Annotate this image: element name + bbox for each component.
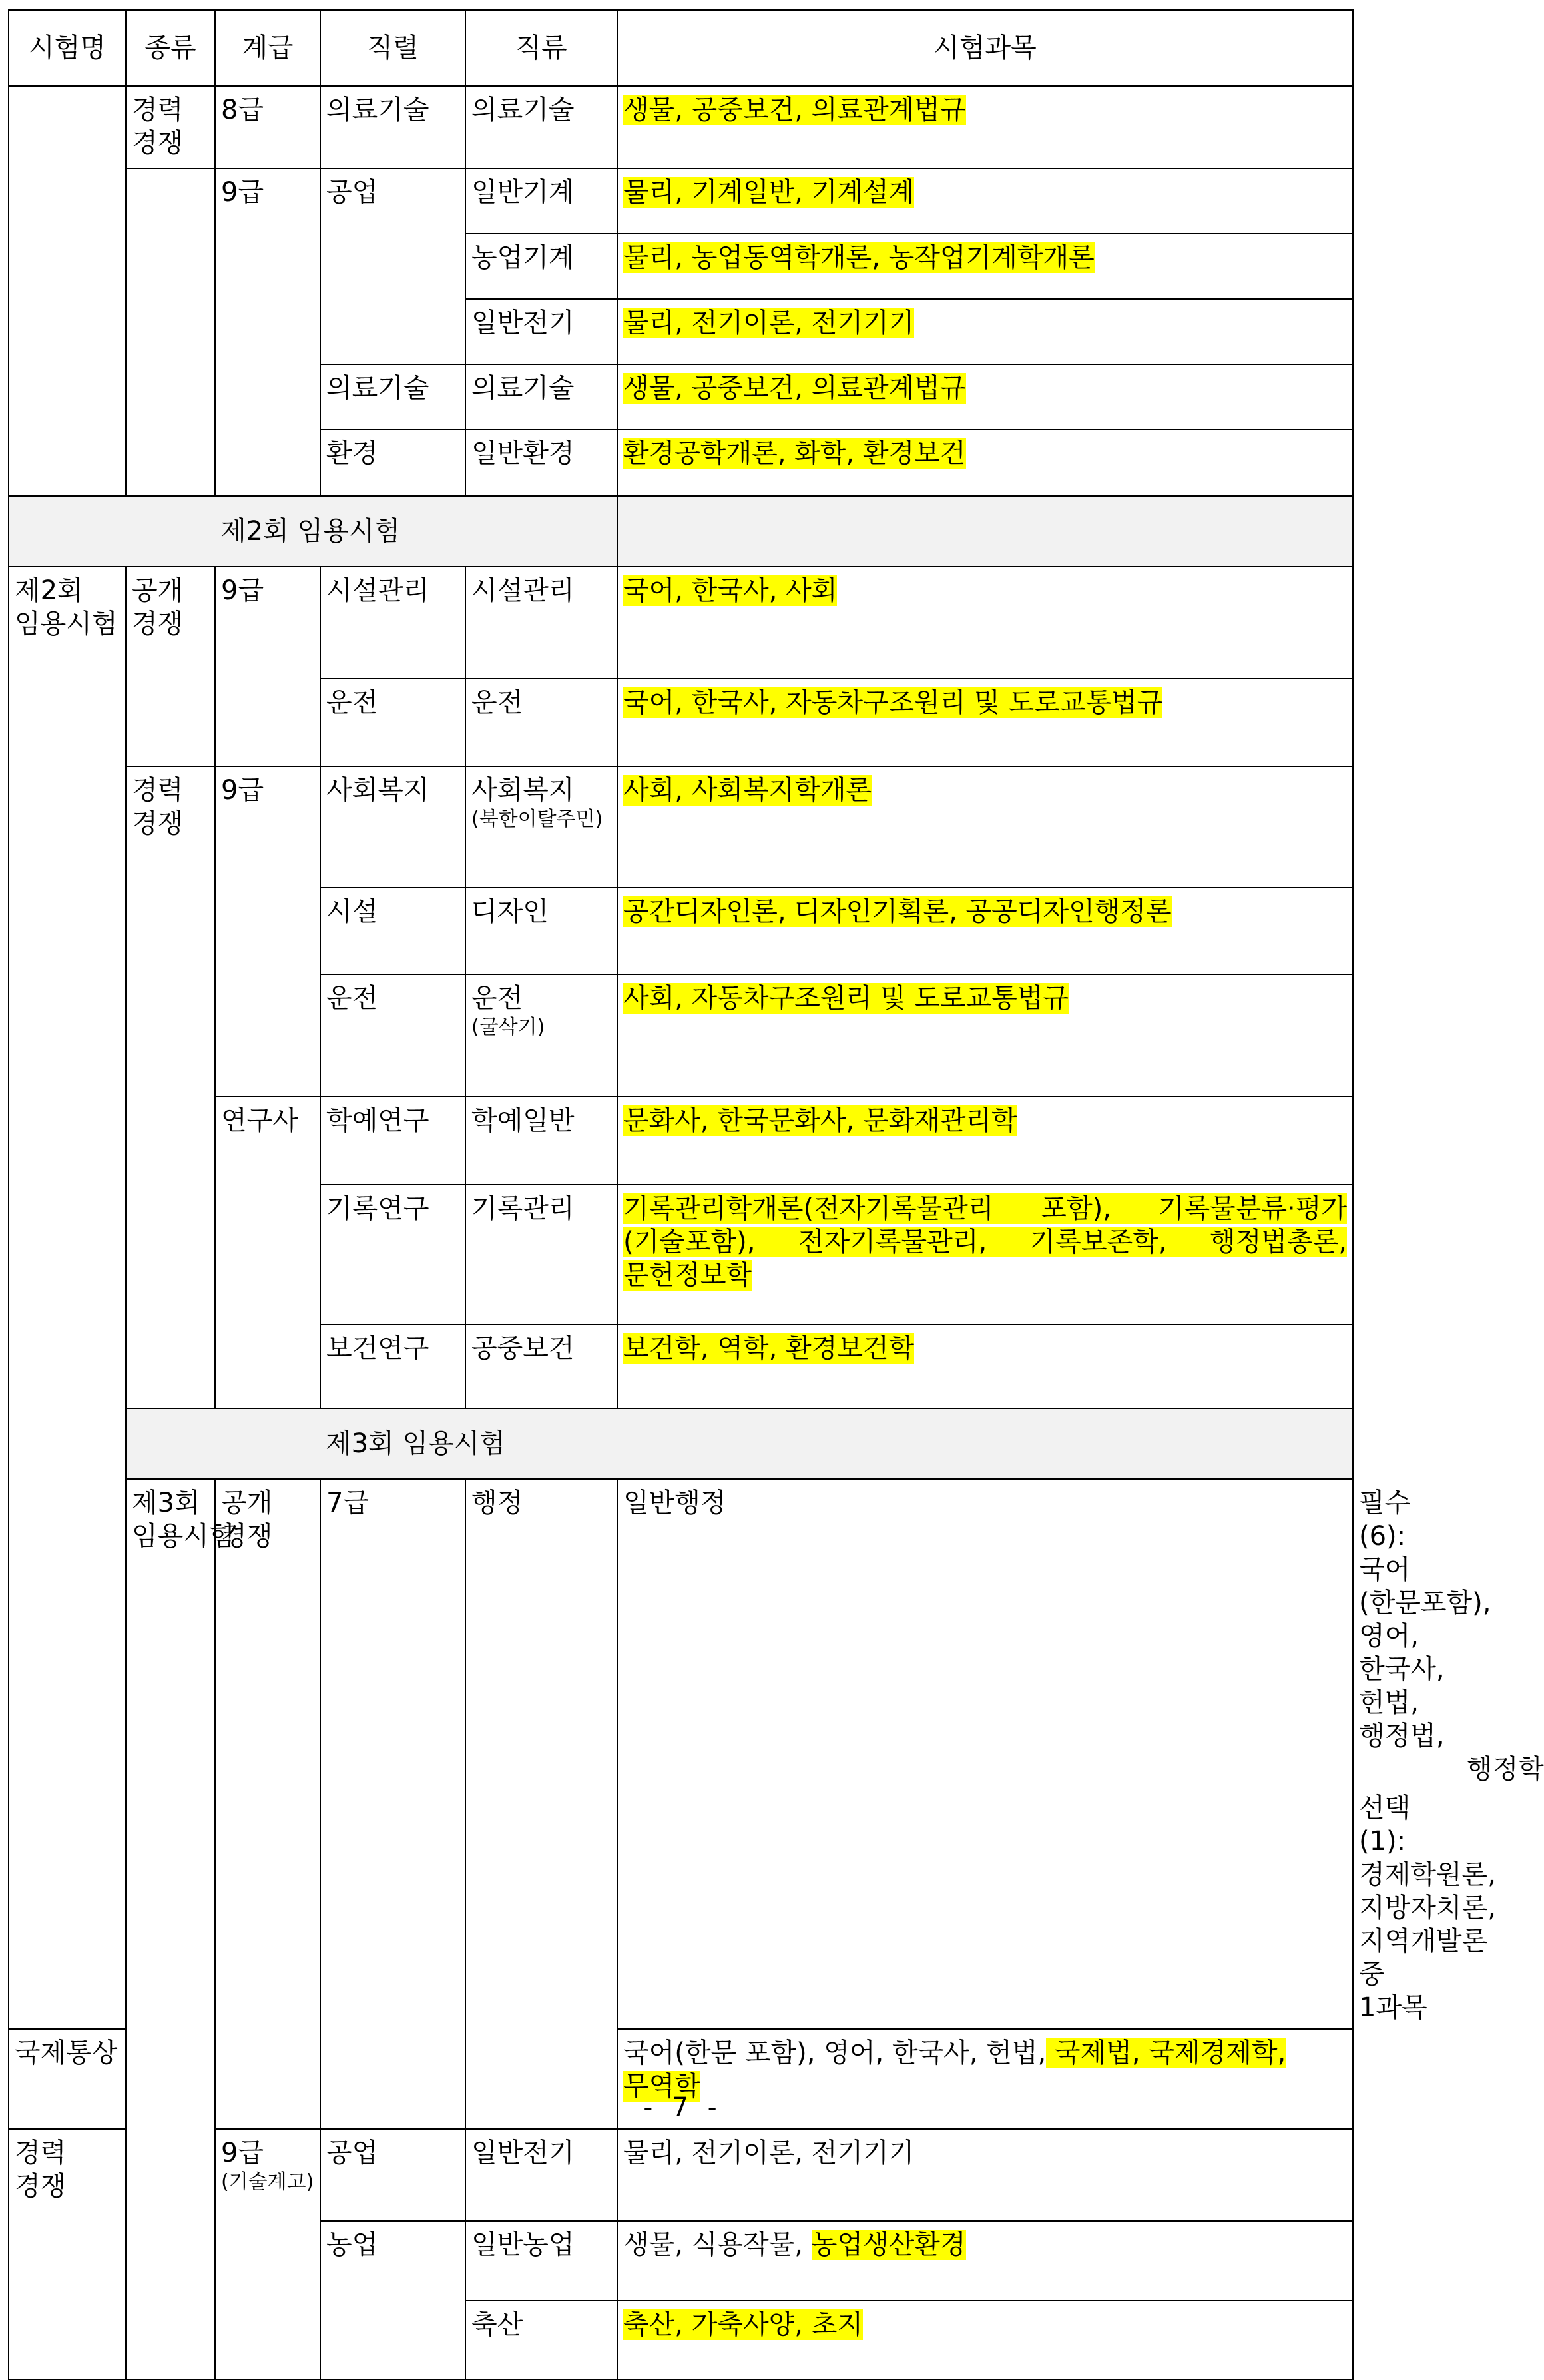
- optional-text: 경제학원론, 지방자치론, 지역개발론 중 1과목: [1359, 1859, 1496, 2023]
- class-cell: 시설관리: [465, 567, 617, 679]
- class-note: (굴삭기): [471, 1016, 545, 1039]
- class-cell: 일반전기: [465, 299, 617, 364]
- subjects-highlight: 농업생산환경: [811, 2230, 966, 2260]
- table-row: [9, 86, 1353, 168]
- grade-cell: 9급: [215, 766, 320, 1097]
- series-cell: 공업: [320, 168, 465, 364]
- subjects-text: 국어, 한국사, 자동차구조원리 및 도로교통법규: [623, 687, 1163, 718]
- subjects-text: 문화사, 한국문화사, 문화재관리학: [623, 1105, 1017, 1136]
- class-cell: [465, 766, 617, 888]
- type-cell: 경력 경쟁: [126, 86, 215, 168]
- class-cell: 일반행정: [617, 1479, 1353, 2029]
- type-cell: 공개 경쟁: [215, 1479, 320, 2129]
- section-title: 제2회 임용시험: [215, 496, 617, 567]
- subjects-cell: [617, 168, 1353, 234]
- section-header-row: [9, 496, 1353, 567]
- class-cell: 일반환경: [465, 430, 617, 496]
- class-cell: 공중보건: [465, 1325, 617, 1408]
- type-cell: [126, 168, 215, 496]
- section-spacer: [9, 496, 215, 567]
- subjects-text: 사회, 자동차구조원리 및 도로교통법규: [623, 983, 1069, 1014]
- grade-cell: 연구사: [215, 1097, 320, 1408]
- exam-name-cell: 제2회 임용시험: [9, 567, 126, 2029]
- class-cell: 국제통상: [9, 2029, 126, 2129]
- subjects-text: 사회, 사회복지학개론: [623, 775, 872, 806]
- class-cell: 의료기술: [465, 86, 617, 168]
- subjects-text: 생물, 공중보건, 의료관계법규: [623, 95, 966, 125]
- exam-subject-table: [8, 9, 1544, 2380]
- subjects-text: 기록관리학개론(전자기록물관리 포함), 기록물분류·평가(기술포함), 전자기록물관리, 기록보존학, 행정법총론, 문헌정보학: [623, 1193, 1347, 1291]
- series-cell: 운전: [320, 974, 465, 1097]
- optional-label: 선택(1):: [1359, 1793, 1411, 1857]
- subjects-cell: [617, 364, 1353, 430]
- subjects-cell: [617, 766, 1353, 888]
- grade-cell: 8급: [215, 86, 320, 168]
- page-number: - 7 -: [640, 2092, 720, 2123]
- series-cell: 보건연구: [320, 1325, 465, 1408]
- header-exam-name: 시험명: [9, 10, 126, 86]
- table-row: [9, 168, 1353, 234]
- subjects-cell: [617, 234, 1353, 299]
- subjects-text: 물리, 전기이론, 전기기기: [623, 308, 915, 338]
- subjects-cell: [617, 1325, 1353, 1408]
- series-cell: 환경: [320, 430, 465, 496]
- subjects-text: 환경공학개론, 화학, 환경보건: [623, 438, 966, 469]
- section-blank: [617, 496, 1353, 567]
- subjects-text: 생물, 식용작물,: [623, 2230, 812, 2260]
- section-title: 제3회 임용시험: [320, 1408, 1353, 1479]
- class-cell: 운전: [465, 679, 617, 766]
- series-cell: 행정: [465, 1479, 617, 2129]
- series-cell: 학예연구: [320, 1097, 465, 1185]
- subjects-text: 공간디자인론, 디자인기획론, 공공디자인행정론: [623, 896, 1172, 927]
- table-row: [9, 1479, 1353, 2029]
- subjects-text: 물리, 기계일반, 기계설계: [623, 177, 915, 208]
- series-cell: 의료기술: [320, 364, 465, 430]
- required-line2: 행정학: [1467, 1754, 1544, 1785]
- class-cell: 디자인: [465, 888, 617, 974]
- class-text: 사회복지: [471, 775, 575, 806]
- subjects-text: 물리, 전기이론, 전기기기: [623, 2138, 915, 2168]
- subjects-cell: [617, 2221, 1353, 2301]
- subjects-cell: [617, 86, 1353, 168]
- subjects-cell: [617, 299, 1353, 364]
- series-cell: 기록연구: [320, 1185, 465, 1325]
- class-cell: 기록관리: [465, 1185, 617, 1325]
- class-cell: 농업기계: [465, 234, 617, 299]
- subjects-cell: [617, 430, 1353, 496]
- series-cell: 시설관리: [320, 567, 465, 679]
- header-series: 직렬: [320, 10, 465, 86]
- subjects-cell: [617, 1185, 1353, 1325]
- section-header-row: [9, 1408, 1353, 1479]
- subjects-text: 생물, 공중보건, 의료관계법규: [623, 373, 966, 404]
- grade-text: 9급: [221, 2138, 264, 2168]
- class-text: 운전: [471, 983, 523, 1014]
- subjects-text: 물리, 농업동역학개론, 농작업기계학개론: [623, 242, 1095, 273]
- grade-cell: 9급: [215, 168, 320, 496]
- subjects-cell: [617, 2129, 1353, 2221]
- subjects-highlight: 국제법, 국제경제학, 무역학: [623, 2038, 1286, 2102]
- class-cell: 일반농업: [465, 2221, 617, 2301]
- series-cell: 의료기술: [320, 86, 465, 168]
- table-row: [9, 766, 1353, 888]
- subjects-cell: [617, 1097, 1353, 1185]
- required-label: 필수(6):: [1359, 1488, 1411, 1552]
- subjects-text: 축산, 가축사양, 초지: [623, 2309, 863, 2340]
- class-cell: 축산: [465, 2301, 617, 2379]
- subjects-text: 국어, 한국사, 사회: [623, 575, 838, 606]
- class-cell: 의료기술: [465, 364, 617, 430]
- type-cell: 경력 경쟁: [9, 2129, 126, 2379]
- header-subjects: 시험과목: [617, 10, 1353, 86]
- required-line1: 국어(한문포함), 영어, 한국사, 헌법, 행정법,: [1359, 1554, 1491, 1751]
- series-cell: 공업: [320, 2129, 465, 2221]
- grade-cell: [215, 2129, 320, 2379]
- series-cell: 운전: [320, 679, 465, 766]
- subjects-cell: [617, 974, 1353, 1097]
- series-cell: 시설: [320, 888, 465, 974]
- table-row: [9, 567, 1353, 679]
- table-header: [9, 10, 1353, 86]
- exam-name-cell: [9, 86, 126, 496]
- class-note: (북한이탈주민): [471, 808, 603, 831]
- grade-cell: 7급: [320, 1479, 465, 2129]
- subjects-text: 국어(한문 포함), 영어, 한국사, 헌법,: [623, 2038, 1047, 2068]
- series-cell: 사회복지: [320, 766, 465, 888]
- class-cell: 일반전기: [465, 2129, 617, 2221]
- subjects-cell: [617, 2301, 1353, 2379]
- exam-name-cell: 제3회 임용시험: [126, 1479, 215, 2379]
- class-cell: 일반기계: [465, 168, 617, 234]
- subjects-cell: [617, 888, 1353, 974]
- class-cell: [465, 974, 617, 1097]
- subjects-cell: [617, 679, 1353, 766]
- section-spacer: [126, 1408, 320, 1479]
- type-cell: 공개 경쟁: [126, 567, 215, 766]
- header-class: 직류: [465, 10, 617, 86]
- grade-cell: 9급: [215, 567, 320, 766]
- subjects-cell: [617, 567, 1353, 679]
- header-grade: 계급: [215, 10, 320, 86]
- class-cell: 학예일반: [465, 1097, 617, 1185]
- series-cell: 농업: [320, 2221, 465, 2379]
- subjects-text: 보건학, 역학, 환경보건학: [623, 1333, 915, 1364]
- type-cell: 경력 경쟁: [126, 766, 215, 1408]
- header-type: 종류: [126, 10, 215, 86]
- grade-note: (기술계고): [221, 2170, 314, 2194]
